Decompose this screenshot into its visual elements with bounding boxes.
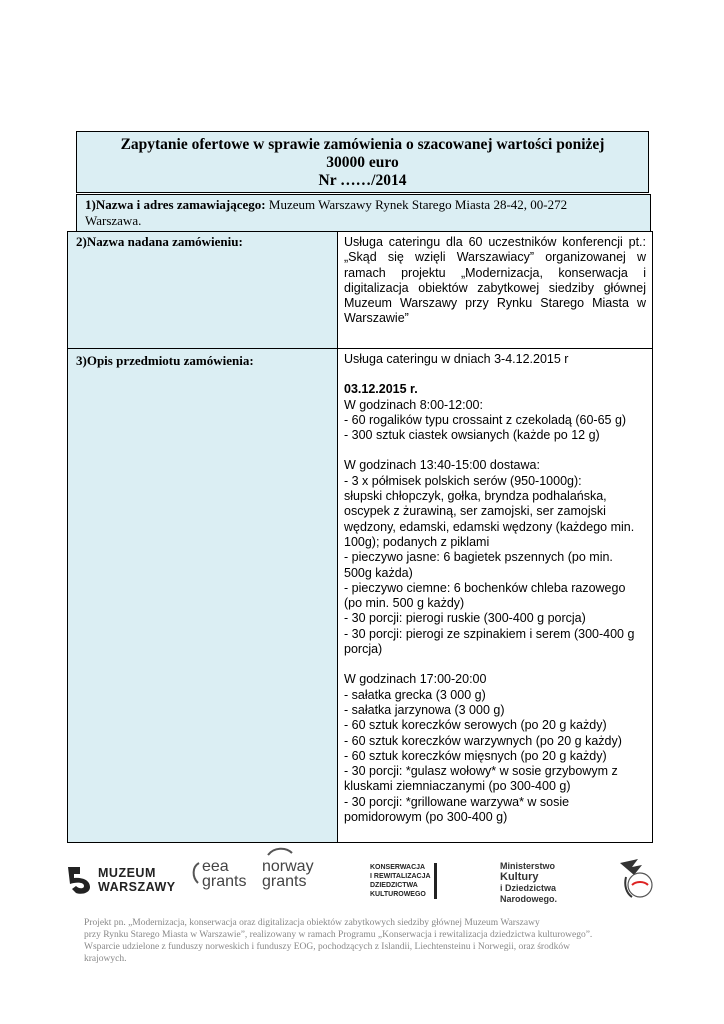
muzeum-mark-icon	[66, 865, 92, 895]
muzeum-text-2: WARSZAWY	[98, 880, 176, 894]
document-title	[76, 131, 649, 193]
norway-text-1: norway	[262, 858, 314, 875]
list-item: - pieczywo ciemne: 6 bochenków chleba razowego	[344, 580, 626, 595]
konserwacja-text-3: DZIEDZICTWA	[370, 882, 418, 889]
ordering-party-value-cont: Warszawa.	[85, 213, 142, 228]
list-item: - 60 sztuk koreczków serowych (po 20 g każdy)	[344, 718, 607, 733]
list-item: 500g każda)	[344, 565, 413, 580]
konserwacja-logo	[370, 863, 437, 899]
list-item: - 30 porcji: pierogi ze szpinakiem i serem (300-400 g	[344, 626, 635, 641]
ministerstwo-text-3: i Dziedzictwa	[500, 883, 557, 893]
konserwacja-text-2: I REWITALIZACJA	[370, 873, 431, 880]
muzeum-text-1: MUZEUM	[98, 866, 156, 880]
sponsor-logos	[0, 855, 724, 905]
title-line-1: Zapytanie ofertowe w sprawie zamówienia o szacowanej wartości poniżej	[120, 136, 605, 153]
list-item: - sałatka grecka (3 000 g)	[344, 687, 486, 702]
list-item: - 30 porcji: *gulasz wołowy* w sosie grzybowym z	[344, 764, 618, 779]
table-row	[68, 232, 653, 349]
list-item: - 60 sztuk koreczków mięsnych (po 20 g każdy)	[344, 748, 607, 763]
list-item: 100g); podanych z piklami	[344, 534, 490, 549]
eea-swirl-icon	[190, 859, 202, 889]
title-line-2: 30000 euro	[326, 154, 399, 171]
order-name-label: 2)Nazwa nadana zamówieniu:	[68, 232, 338, 349]
ministerstwo-text-4: Narodowego.	[500, 894, 558, 904]
list-item: - 3 x półmisek polskich serów (950-1000g):	[344, 473, 582, 488]
list-item: wędzony, edamski, edamski wędzony (każdego min.	[344, 519, 635, 534]
eea-text-2: grants	[202, 873, 247, 890]
norway-swirl-icon	[266, 847, 296, 859]
list-item: W godzinach 8:00-12:00:	[344, 397, 483, 412]
list-item: - pieczywo jasne: 6 bagietek pszennych (po min.	[344, 550, 613, 565]
title-line-3: Nr ……/2014	[318, 172, 407, 189]
ordering-party-value: Muzeum Warszawy Rynek Starego Miasta 28-42, 00-272	[265, 197, 568, 212]
list-item: - 300 sztuk ciastek owsianych (każde po 12 g)	[344, 428, 600, 443]
description-intro: Usługa cateringu w dniach 3-4.12.2015 r	[344, 352, 569, 366]
list-item: porcja)	[344, 642, 383, 657]
list-item: - 60 sztuk koreczków warzywnych (po 20 g każdy)	[344, 733, 622, 748]
list-item: W godzinach 17:00-20:00	[344, 672, 487, 687]
footer-line: Projekt pn. „Modernizacja, konserwacja oraz digitalizacja obiektów zabytkowych siedziby głównej Muzeum Warszawy	[84, 918, 540, 928]
eea-grants-logo	[190, 859, 246, 889]
list-item: - 30 porcji: pierogi ruskie (300-400 g porcja)	[344, 611, 586, 626]
list-item: - sałatka jarzynowa (3 000 g)	[344, 702, 505, 717]
ordering-party-label: 1)Nazwa i adres zamawiającego:	[85, 197, 266, 212]
list-item: oscypek z żurawiną, ser zamojski, ser zamojski	[344, 504, 606, 519]
footer-line: krajowych.	[84, 954, 127, 964]
order-details-table	[67, 231, 653, 843]
ministerstwo-text-1: Ministerstwo	[500, 861, 556, 871]
konserwacja-text-1: KONSERWACJA	[370, 864, 426, 871]
list-item: słupski chłopczyk, gołka, bryndza podhalańska,	[344, 489, 607, 504]
norway-text-2: grants	[262, 873, 307, 890]
list-item: kluskami ziemniaczanymi (po 300-400 g)	[344, 779, 571, 794]
project-footer	[84, 917, 664, 965]
ministerstwo-text-2: Kultury	[500, 871, 539, 883]
list-item: pomidorowym (po 300-400 g)	[344, 810, 508, 825]
list-item: W godzinach 13:40-15:00 dostawa:	[344, 458, 540, 473]
norway-grants-logo	[262, 859, 314, 889]
ministerstwo-kultury-logo	[500, 861, 557, 905]
list-item: (po min. 500 g każdy)	[344, 596, 465, 611]
eea-text-1: eea	[202, 858, 229, 875]
niepodlegla-logo	[612, 855, 658, 901]
order-description-value	[338, 349, 653, 843]
ordering-party-box	[76, 194, 651, 232]
description-date: 03.12.2015 r.	[344, 382, 418, 397]
list-item: - 30 porcji: *grillowane warzywa* w sosie	[344, 794, 570, 809]
list-item: - 60 rogalików typu crossaint z czekoladą (60-65 g)	[344, 412, 627, 427]
bird-emblem-icon	[612, 855, 658, 901]
konserwacja-text-4: KULTUROWEGO	[370, 891, 426, 898]
footer-line: Wsparcie udzielone z funduszy norweskich i funduszy EOG, pochodzących z Islandii, Liechtensteinu i Norwegii, oraz środków	[84, 942, 570, 952]
order-name-value: Usługa cateringu dla 60 uczestników konferencji pt.: „Skąd się wzięli Warszawiacy” organizowanej w ramach projektu „Modernizacja, konserwacja i digitalizacja obiektów zabytkowej siedziby głównej Muzeum Warszawy przy Rynku Starego Miasta w Warszawie”	[338, 232, 653, 349]
order-description-label: 3)Opis przedmiotu zamówienia:	[68, 349, 338, 843]
table-row	[68, 349, 653, 843]
muzeum-warszawy-logo	[66, 865, 176, 895]
footer-line: przy Rynku Starego Miasta w Warszawie”, realizowany w ramach Programu „Konserwacja i rewitalizacja dziedzictwa kulturowego”.	[84, 930, 593, 940]
